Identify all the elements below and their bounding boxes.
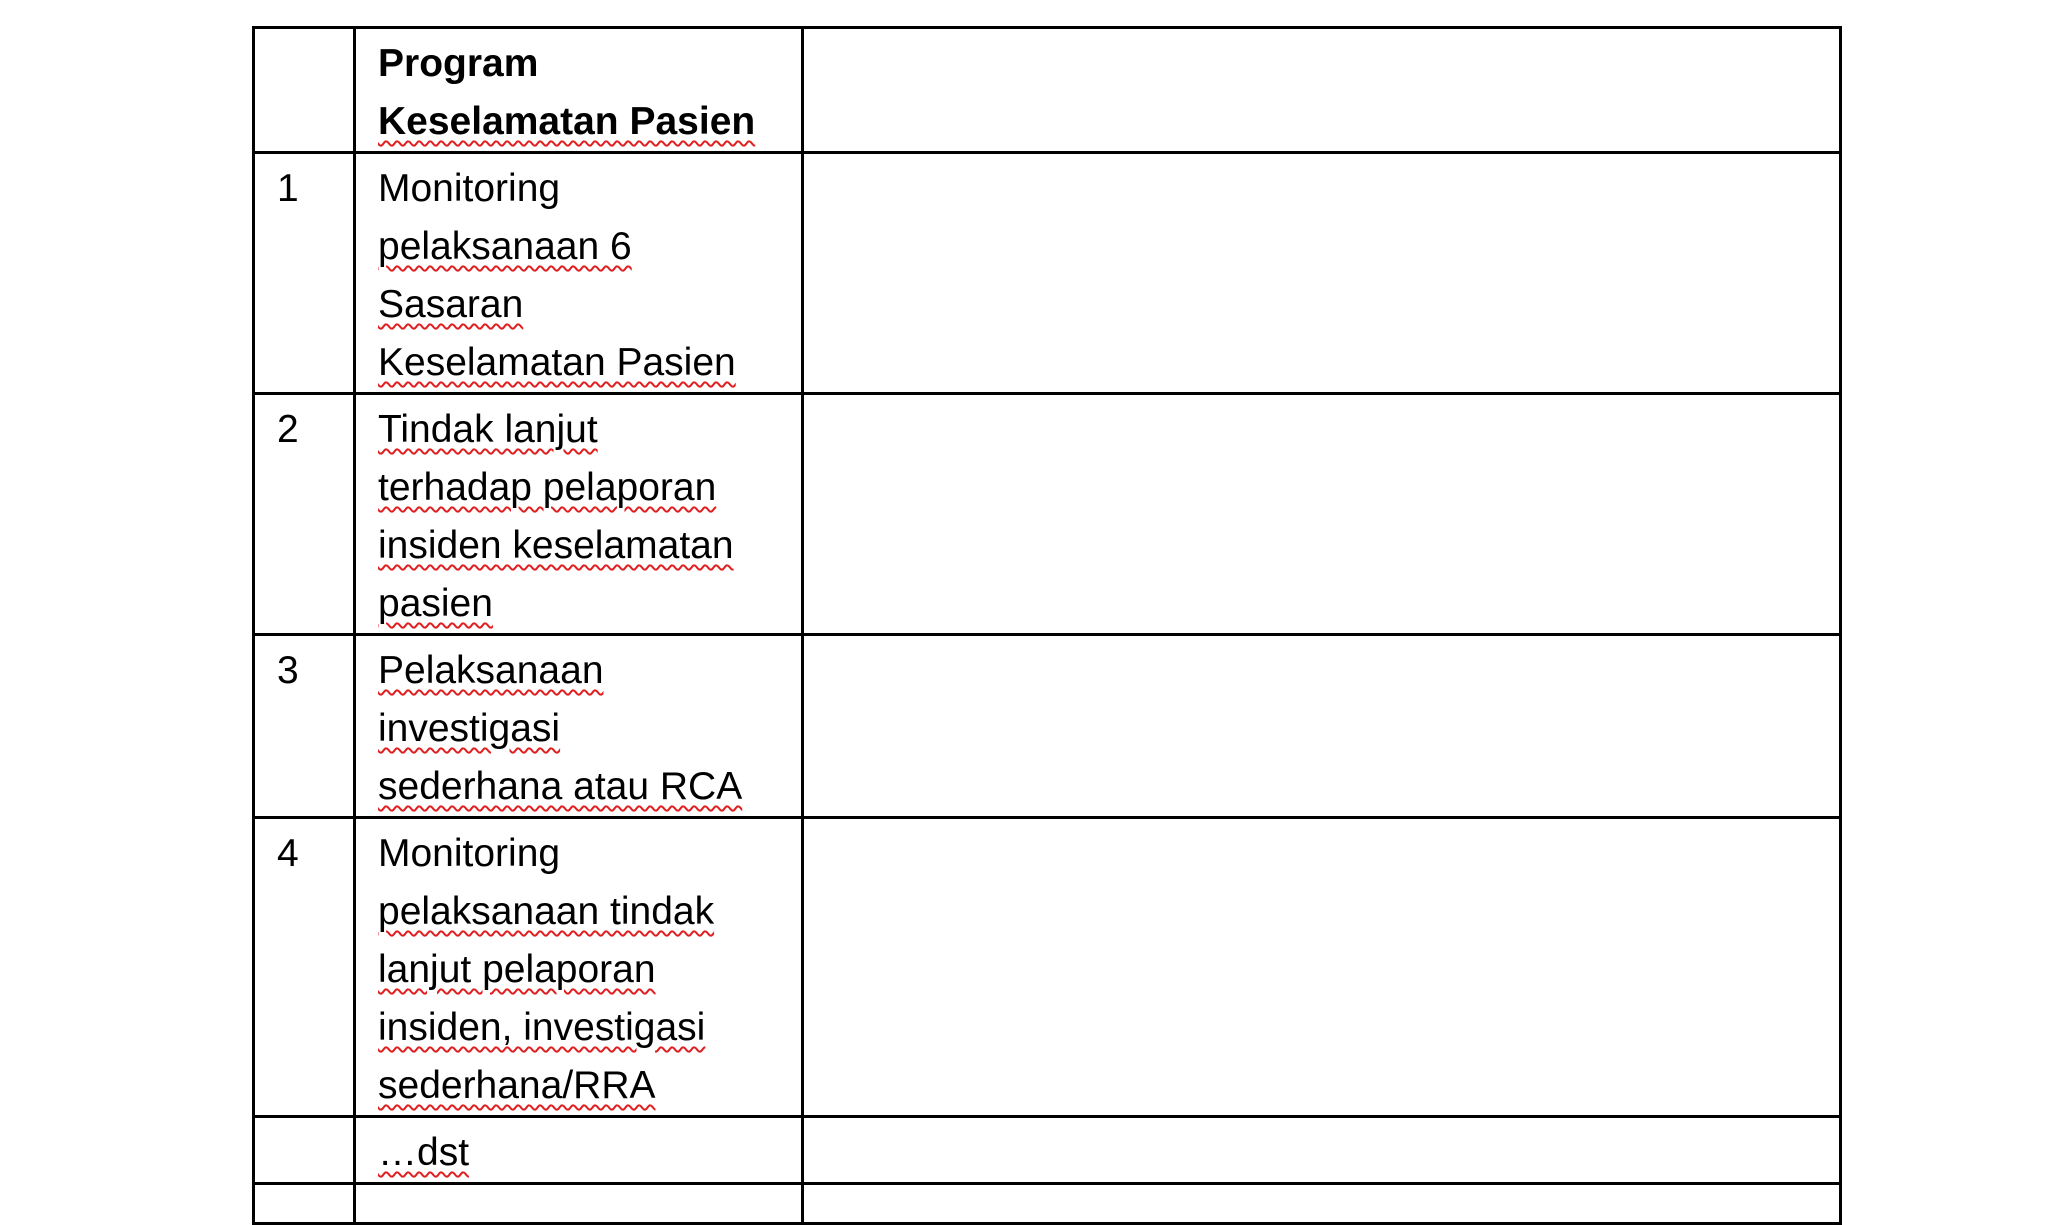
row-description-cell-empty[interactable] — [803, 1184, 1841, 1224]
row-program-cell[interactable] — [355, 635, 803, 818]
row-description-cell[interactable] — [803, 1117, 1841, 1184]
table-row — [254, 635, 1841, 818]
header-number-cell[interactable] — [254, 28, 355, 153]
header-program-subtitle: Keselamatan Pasien — [378, 100, 756, 143]
table-row — [254, 818, 1841, 1117]
program-text-line: Monitoring — [378, 167, 561, 210]
row-description-cell[interactable] — [803, 635, 1841, 818]
row-description-cell[interactable] — [803, 153, 1841, 394]
program-text-line: sederhana/RRA — [378, 1064, 656, 1107]
header-program-cell[interactable] — [355, 28, 803, 153]
program-text-line: insiden, investigasi — [378, 1006, 706, 1049]
program-text-line: Tindak lanjut — [378, 408, 598, 451]
row-description-cell[interactable] — [803, 394, 1841, 635]
program-text-line: pelaksanaan 6 — [378, 225, 632, 268]
program-text-line: insiden keselamatan — [378, 524, 734, 567]
row-number[interactable]: 1 — [254, 153, 355, 394]
row-number[interactable] — [254, 1117, 355, 1184]
program-text-line: investigasi — [378, 707, 561, 750]
table-row-partial — [254, 1184, 1841, 1224]
table-row — [254, 153, 1841, 394]
row-number[interactable]: 2 — [254, 394, 355, 635]
program-text-line: pasien — [378, 582, 493, 625]
row-number[interactable]: 3 — [254, 635, 355, 818]
program-text-line: …dst — [378, 1131, 470, 1174]
row-description-cell[interactable] — [803, 818, 1841, 1117]
program-text-line: Pelaksanaan — [378, 649, 604, 692]
row-program-cell[interactable] — [355, 394, 803, 635]
program-text-line: Keselamatan Pasien — [378, 341, 736, 384]
program-text-line: sederhana atau RCA — [378, 765, 743, 808]
program-table — [252, 26, 1842, 1225]
header-description-cell[interactable] — [803, 28, 1841, 153]
table-header-row — [254, 28, 1841, 153]
row-program-cell[interactable] — [355, 153, 803, 394]
row-number[interactable]: 4 — [254, 818, 355, 1117]
program-text-line: Sasaran — [378, 283, 524, 326]
program-text-line: Monitoring — [378, 832, 561, 875]
row-program-cell[interactable] — [355, 1117, 803, 1184]
row-number-empty[interactable] — [254, 1184, 355, 1224]
table-row — [254, 1117, 1841, 1184]
row-program-cell-empty[interactable] — [355, 1184, 803, 1224]
program-text-line: lanjut pelaporan — [378, 948, 656, 991]
header-program-title: Program — [378, 42, 539, 85]
table-row — [254, 394, 1841, 635]
program-text-line: terhadap pelaporan — [378, 466, 717, 509]
program-text-line: pelaksanaan tindak — [378, 890, 715, 933]
row-program-cell[interactable] — [355, 818, 803, 1117]
